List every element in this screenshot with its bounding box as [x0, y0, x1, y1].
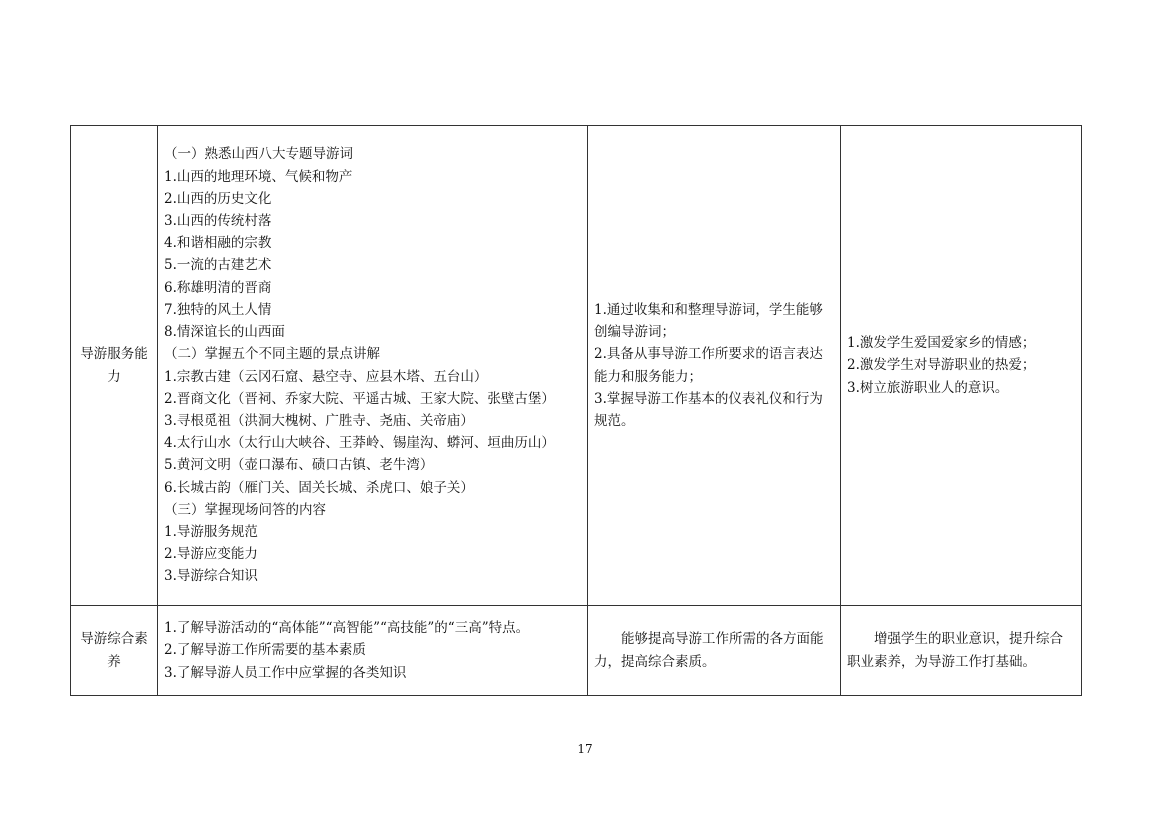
- quality-cell: [841, 126, 1082, 606]
- knowledge-cell: [158, 126, 588, 606]
- knowledge-line: （二）掌握五个不同主题的景点讲解: [164, 346, 380, 363]
- knowledge-line: 4.太行山水（太行山大峡谷、王莽岭、锡崖沟、蟒河、垣曲历山）: [164, 435, 555, 452]
- knowledge-line: （三）掌握现场问答的内容: [164, 501, 326, 518]
- knowledge-line: 6.称雄明清的晋商: [164, 279, 272, 296]
- knowledge-line: 3.导游综合知识: [164, 568, 258, 585]
- ability-line: 2.具备从事导游工作所要求的语言表达能力和服务能力；: [594, 346, 823, 385]
- ability-cell: [588, 606, 841, 696]
- quality-cell: [841, 606, 1082, 696]
- knowledge-line: 5.一流的古建艺术: [164, 257, 272, 274]
- ability-line: 1.通过收集和和整理导游词，学生能够创编导游词；: [594, 301, 823, 341]
- knowledge-line: 2.了解导游工作所需要的基本素质: [164, 642, 366, 659]
- knowledge-line: 3.了解导游人员工作中应掌握的各类知识: [164, 664, 407, 681]
- knowledge-line: 2.山西的历史文化: [164, 190, 272, 207]
- knowledge-line: 2.导游应变能力: [164, 546, 258, 563]
- knowledge-line: 4.和谐相融的宗教: [164, 235, 272, 252]
- knowledge-line: 1.宗教古建（云冈石窟、悬空寺、应县木塔、五台山）: [164, 368, 488, 385]
- quality-line: 1.激发学生爱国爱家乡的情感；: [847, 335, 1036, 352]
- curriculum-table: [70, 125, 1082, 696]
- knowledge-line: 3.山西的传统村落: [164, 213, 272, 230]
- page-number: 17: [577, 742, 593, 756]
- ability-cell: [588, 126, 841, 606]
- quality-line: 2.激发学生对导游职业的热爱；: [847, 357, 1036, 374]
- ability-line: 3.掌握导游工作基本的仪表礼仪和行为规范。: [594, 390, 823, 429]
- knowledge-line: 8.情深谊长的山西面: [164, 324, 285, 341]
- table-row: [71, 606, 1082, 696]
- knowledge-cell: [158, 606, 588, 696]
- knowledge-line: 1.导游服务规范: [164, 523, 258, 540]
- knowledge-line: 7.独特的风土人情: [164, 301, 272, 318]
- row-label-guide-comprehensive-quality: 导游综合素养: [71, 606, 158, 696]
- ability-text: 能够提高导游工作所需的各方面能力，提高综合素质。: [594, 631, 824, 670]
- knowledge-line: 1.了解导游活动的“高体能”“高智能”“高技能”的“三高”特点。: [164, 620, 530, 637]
- knowledge-line: 6.长城古韵（雁门关、固关长城、杀虎口、娘子关）: [164, 479, 474, 496]
- quality-line: 3.树立旅游职业人的意识。: [847, 379, 1009, 396]
- knowledge-line: （一）熟悉山西八大专题导游词: [164, 146, 353, 163]
- knowledge-line: 3.寻根觅祖（洪洞大槐树、广胜寺、尧庙、关帝庙）: [164, 412, 474, 429]
- quality-text: 增强学生的职业意识，提升综合职业素养，为导游工作打基础。: [847, 631, 1063, 670]
- table-row: [71, 126, 1082, 606]
- knowledge-line: 2.晋商文化（晋祠、乔家大院、平遥古城、王家大院、张壁古堡）: [164, 390, 555, 407]
- row-label-guide-service-ability: 导游服务能力: [71, 126, 158, 606]
- knowledge-line: 1.山西的地理环境、气候和物产: [164, 168, 353, 185]
- knowledge-line: 5.黄河文明（壶口瀑布、碛口古镇、老牛湾）: [164, 457, 434, 474]
